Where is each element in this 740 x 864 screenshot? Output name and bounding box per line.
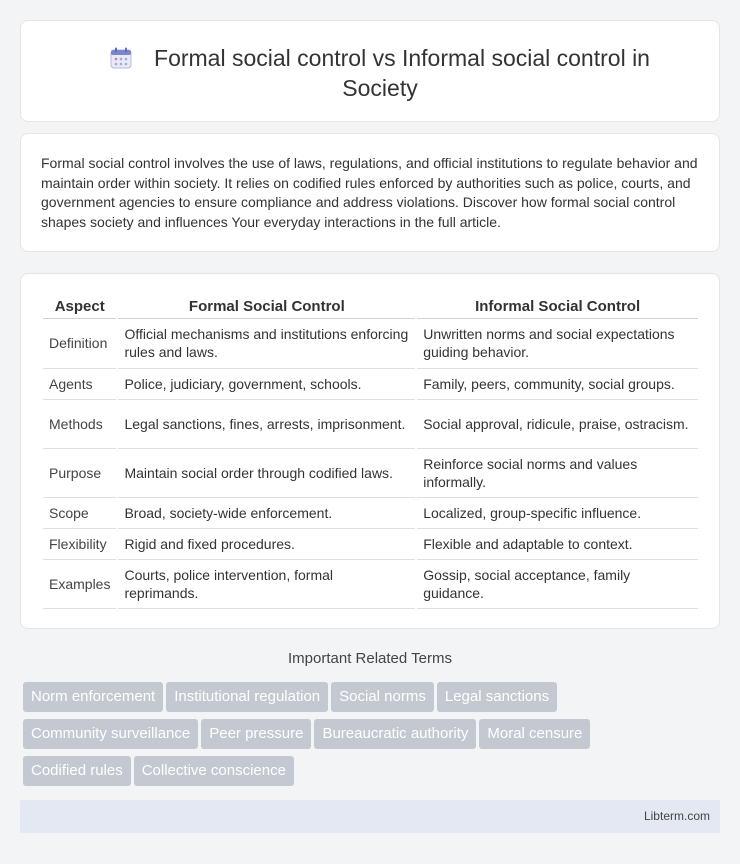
related-term-tag[interactable]: Legal sanctions xyxy=(437,682,557,712)
table-row xyxy=(43,497,698,528)
table-header-row xyxy=(43,294,698,318)
row-formal: Broad, society-wide enforcement. xyxy=(117,497,416,528)
row-formal: Rigid and fixed procedures. xyxy=(117,528,416,559)
header-aspect: Aspect xyxy=(43,294,117,318)
table-row xyxy=(43,318,698,368)
row-informal: Reinforce social norms and values informally. xyxy=(416,448,698,497)
related-terms-title: Important Related Terms xyxy=(288,650,452,667)
row-informal: Family, peers, community, social groups. xyxy=(416,368,698,399)
row-aspect: Examples xyxy=(43,559,117,608)
page-title: Formal social control vs Informal social control in Society xyxy=(154,45,650,101)
row-aspect: Agents xyxy=(43,368,117,399)
header-formal: Formal Social Control xyxy=(117,294,416,318)
row-aspect: Definition xyxy=(43,318,117,368)
row-formal: Official mechanisms and institutions enforcing rules and laws. xyxy=(117,318,416,368)
row-formal: Legal sanctions, fines, arrests, imprisonment. xyxy=(117,399,416,448)
row-informal: Flexible and adaptable to context. xyxy=(416,528,698,559)
row-aspect: Flexibility xyxy=(43,528,117,559)
footer xyxy=(20,800,720,833)
calendar-icon xyxy=(110,47,132,69)
related-term-tag[interactable]: Bureaucratic authority xyxy=(314,719,476,749)
related-term-tag[interactable]: Norm enforcement xyxy=(23,682,163,712)
row-formal: Police, judiciary, government, schools. xyxy=(117,368,416,399)
row-formal: Maintain social order through codified laws. xyxy=(117,448,416,497)
header-card xyxy=(20,20,720,122)
related-term-tag[interactable]: Codified rules xyxy=(23,756,131,786)
related-term-tag[interactable]: Collective conscience xyxy=(134,756,294,786)
row-informal: Gossip, social acceptance, family guidance. xyxy=(416,559,698,608)
intro-paragraph: Formal social control involves the use of laws, regulations, and official institutions to regulate behavior and maintain order within society. It relies on codified rules enforced by authorities such as police, courts, and government agencies to ensure compliance and address violations. Discover how formal social control shapes society and influences Your everyday interactions in the full article. xyxy=(41,155,698,230)
related-term-tag[interactable]: Moral censure xyxy=(479,719,590,749)
row-informal: Social approval, ridicule, praise, ostracism. xyxy=(416,399,698,448)
related-terms-list xyxy=(23,682,723,793)
related-term-tag[interactable]: Peer pressure xyxy=(201,719,311,749)
row-aspect: Scope xyxy=(43,497,117,528)
related-term-tag[interactable]: Social norms xyxy=(331,682,434,712)
footer-site-link[interactable]: Libterm.com xyxy=(643,809,710,823)
row-informal: Localized, group-specific influence. xyxy=(416,497,698,528)
row-informal: Unwritten norms and social expectations guiding behavior. xyxy=(416,318,698,368)
table-row xyxy=(43,368,698,399)
page-title-wrap xyxy=(81,43,679,103)
header-informal: Informal Social Control xyxy=(416,294,698,318)
comparison-card xyxy=(20,273,720,629)
related-term-tag[interactable]: Community surveillance xyxy=(23,719,198,749)
comparison-table xyxy=(43,294,698,609)
table-row xyxy=(43,399,698,448)
intro-card xyxy=(20,133,720,252)
table-row xyxy=(43,528,698,559)
row-aspect: Methods xyxy=(43,399,117,448)
related-term-tag[interactable]: Institutional regulation xyxy=(166,682,328,712)
table-row xyxy=(43,448,698,497)
row-aspect: Purpose xyxy=(43,448,117,497)
row-formal: Courts, police intervention, formal reprimands. xyxy=(117,559,416,608)
table-row xyxy=(43,559,698,608)
